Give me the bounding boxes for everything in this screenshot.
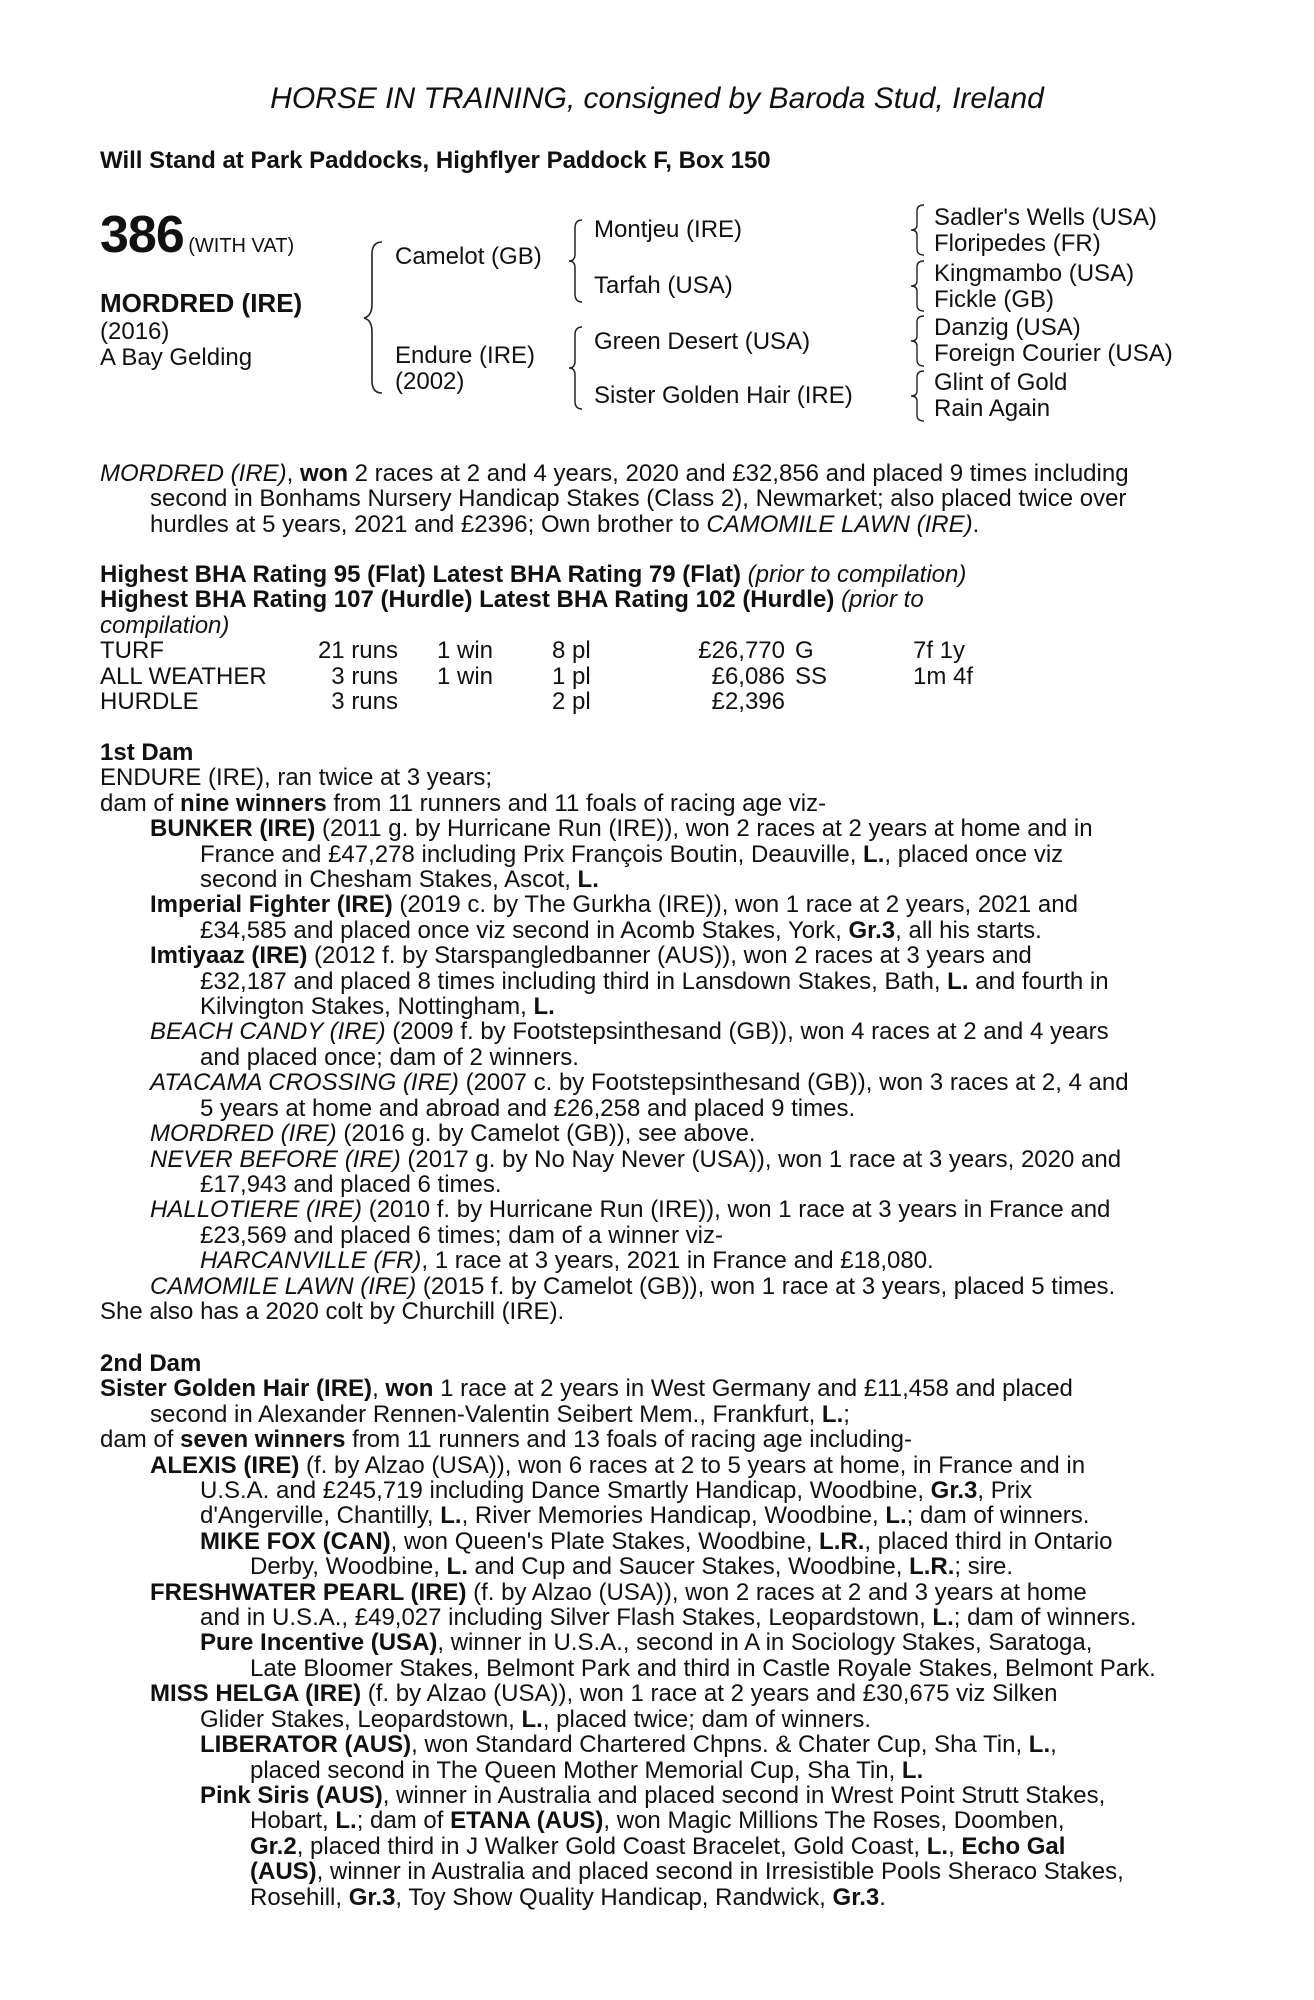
lot-number: 386 [100, 206, 184, 264]
horse-description: A Bay Gelding [100, 344, 253, 371]
consignor-title: HORSE IN TRAINING, consigned by Baroda Stud, Ireland [270, 82, 1044, 115]
dam-year: (2002) [395, 368, 465, 395]
flat-rating: Highest BHA Rating 95 (Flat) Latest BHA Rating 79 (Flat) [100, 561, 741, 588]
vat-note: (WITH VAT) [188, 235, 295, 257]
pedigree-brace-main [360, 240, 390, 395]
hurdle-rating: Highest BHA Rating 107 (Hurdle) Latest BHA Rating 102 (Hurdle) [100, 586, 835, 614]
horse-year: (2016) [100, 318, 170, 345]
produce-name: HARCANVILLE (FR) [200, 1247, 422, 1275]
dam-name: Endure (IRE) [395, 342, 536, 369]
sire-sire: Montjeu (IRE) [594, 216, 743, 243]
pedigree-brace-g78 [908, 369, 930, 423]
produce-name: ATACAMA CROSSING (IRE) [150, 1069, 459, 1097]
lot-header [100, 205, 294, 265]
produce-name: ALEXIS (IRE) [150, 1451, 300, 1479]
pedigree-brace-dam [566, 325, 588, 411]
second-dam-section: 2nd Dam Sister Golden Hair (IRE), won 1 race at 2 years in West Germany and £11,458 and placed second in Alexander Rennen-Valentin Seibert Mem., Frankfurt, L.; dam of seven winners from 11 runners and 13 foals of racing age including- ALEXIS (IRE) (f. by Alzao (USA)), won 6 races at 2 to 5 years at home, in France and in U.S.A. and £245,719 including Dance Smartly Handicap, Woodbine, Gr.3, Prix d'Angerville, Chantilly, L., River Memories Handicap, Woodbine, L.; dam of winners. MIKE FOX (CAN), won Queen's Plate Stakes, Woodbine, L.R., placed third in Ontario Derby, Woodbine, L. and Cup and Saucer Stakes, Woodbine, L.R.; sire. FRESHWATER PEARL (IRE) (f. by Alzao (USA)), won 2 races at 2 and 3 years at home and in U.S.A., £49,027 including Silver Flash Stakes, Leopardstown, L.; dam of winners. Pure Incentive (USA), winner in U.S.A., second in A in Sociology Stakes, Saratoga, Late Bloomer Stakes, Belmont Park and third in Castle Royale Stakes, Belmont Park. MISS HELGA (IRE) (f. by Alzao (USA)), won 1 race at 2 years and £30,675 viz Silken Glider Stakes, Leopardstown, L., placed twice; dam of winners. LIBERATOR (AUS), won Standard Chartered Chpns. & Chater Cup, Sha Tin, L., placed second in The Queen Mother Memorial Cup, Sha Tin, L. Pink Siris (AUS), winner in Australia and placed second in Wrest Point Strutt Stakes, Hobart, L.; dam of ETANA (AUS), won Magic Millions The Roses, Doomben, Gr.2, placed third in J Walker Gold Coast Bracelet, Gold Coast, L., Echo Gal (AUS), winner in Australia and placed second in Irresistible Pools Sheraco Stakes, Rosehill, Gr.3, Toy Show Quality Handicap, Randwick, Gr.3. [100, 1351, 1210, 1910]
sire-dam: Tarfah (USA) [594, 272, 733, 299]
produce-name: NEVER BEFORE (IRE) [150, 1145, 401, 1173]
first-dam-heading: 1st Dam [100, 739, 194, 766]
horse-name: MORDRED (IRE) [100, 288, 303, 318]
ancestor-6: Foreign Courier (USA) [934, 340, 1173, 367]
race-summary: MORDRED (IRE), won 2 races at 2 and 4 years, 2020 and £32,856 and placed 9 times including second in Bonhams Nursery Handicap Stakes (Class 2), Newmarket; also placed twice over hurdles at 5 years, 2021 and £2396; Own brother to CAMOMILE LAWN (IRE). [100, 460, 1129, 538]
bha-ratings: Highest BHA Rating 95 (Flat) Latest BHA Rating 79 (Flat) (prior to compilation) Highest BHA Rating 107 (Hurdle) Latest BHA Rating 102 (Hurdle) (prior to compilation) [100, 561, 967, 639]
dam-dam: Sister Golden Hair (IRE) [594, 382, 853, 409]
produce-name: Imperial Fighter (IRE) [150, 891, 393, 919]
pedigree-brace-g34 [908, 259, 930, 313]
pedigree-brace-g56 [908, 314, 930, 368]
produce-name: BEACH CANDY (IRE) [150, 1018, 386, 1046]
first-dam-section: 1st Dam ENDURE (IRE), ran twice at 3 years; dam of nine winners from 11 runners and 11 foals of racing age viz- BUNKER (IRE) (2011 g. by Hurricane Run (IRE)), won 2 races at 2 years at home and in France and £47,278 including Prix François Boutin, Deauville, L., placed once viz second in Chesham Stakes, Ascot, L. Imperial Fighter (IRE) (2019 c. by The Gurkha (IRE)), won 1 race at 2 years, 2021 and £34,585 and placed once viz second in Acomb Stakes, York, Gr.3, all his starts. Imtiyaaz (IRE) (2012 f. by Starspangledbanner (AUS)), won 2 races at 3 years and £32,187 and placed 8 times including third in Lansdown Stakes, Bath, L. and fourth in Kilvington Stakes, Nottingham, L. BEACH CANDY (IRE) (2009 f. by Footstepsinthesand (GB)), won 4 races at 2 and 4 years and placed once; dam of 2 winners. ATACAMA CROSSING (IRE) (2007 c. by Footstepsinthesand (GB)), won 3 races at 2, 4 and 5 years at home and abroad and £26,258 and placed 9 times. MORDRED (IRE) (2016 g. by Camelot (GB)), see above. NEVER BEFORE (IRE) (2017 g. by No Nay Never (USA)), won 1 race at 3 years, 2020 and £17,943 and placed 6 times. HALLOTIERE (IRE) (2010 f. by Hurricane Run (IRE)), won 1 race at 3 years in France and £23,569 and placed 6 times; dam of a winner viz- HARCANVILLE (FR), 1 race at 3 years, 2021 in France and £18,080. CAMOMILE LAWN (IRE) (2015 f. by Camelot (GB)), won 1 race at 3 years, placed 5 times. She also has a 2020 colt by Churchill (IRE). [100, 740, 1210, 1324]
ancestor-5: Danzig (USA) [934, 314, 1081, 341]
produce-name: CAMOMILE LAWN (IRE) [150, 1272, 417, 1300]
ancestor-2: Floripedes (FR) [934, 230, 1101, 257]
produce-name: MORDRED (IRE) [150, 1120, 337, 1148]
second-dam-heading: 2nd Dam [100, 1350, 202, 1377]
produce-name: FRESHWATER PEARL (IRE) [150, 1578, 467, 1606]
ancestor-8: Rain Again [934, 395, 1051, 422]
ancestor-7: Glint of Gold [934, 369, 1068, 396]
produce-name: BUNKER (IRE) [150, 815, 316, 843]
sire-name: Camelot (GB) [395, 243, 542, 270]
stand-location: Will Stand at Park Paddocks, Highflyer Paddock F, Box 150 [100, 147, 771, 174]
produce-name: Imtiyaaz (IRE) [150, 942, 308, 970]
ancestor-4: Fickle (GB) [934, 286, 1054, 313]
pedigree-brace-g12 [908, 203, 930, 257]
second-dam-name: Sister Golden Hair (IRE) [100, 1375, 373, 1403]
pedigree-brace-sire [566, 218, 588, 304]
ancestor-1: Sadler's Wells (USA) [934, 204, 1157, 231]
ancestor-3: Kingmambo (USA) [934, 260, 1135, 287]
summary-horse-name: MORDRED (IRE) [100, 460, 287, 487]
produce-name: Pink Siris (AUS) [200, 1781, 383, 1809]
produce-name: Pure Incentive (USA) [200, 1629, 438, 1657]
produce-name: MIKE FOX (CAN) [200, 1527, 391, 1555]
produce-name: HALLOTIERE (IRE) [150, 1196, 363, 1224]
dam-sire: Green Desert (USA) [594, 328, 811, 355]
produce-name: LIBERATOR (AUS) [200, 1731, 412, 1759]
produce-name: MISS HELGA (IRE) [150, 1680, 362, 1708]
catalogue-page: HORSE IN TRAINING, consigned by Baroda Stud, Ireland Will Stand at Park Paddocks, Highflyer Paddock F, Box 150 386 (WITH VAT) MORDRED (IRE) (2016) A Bay Gelding Camelot (GB) Endure (IRE) (2002) Montjeu (IRE) Tarfah (USA) Green Desert (USA) Sister Golden Hair (IRE) Sadler's Wells (USA) Floripedes (FR) Kingmambo (USA) Fickle (GB) Danzig (USA) Foreign Courier (USA) Glint of Gold Rain Again MORDRED (IRE), won 2 races at 2 and 4 years, 2020 and £32,856 and placed 9 times including second in Bonhams Nursery Handicap Stakes (Class 2), Newmarket; also placed twice over hurdles at 5 years, 2021 and £2396; Own brother to CAMOMILE LAWN (IRE). Highest BHA Rating 95 (Flat) Latest BHA Rating 79 (Flat) (prior to compilation) Highest BHA Rating 107 (Hurdle) Latest BHA Rating 102 (Hurdle) (prior to compilation) TURF 21 runs 1 win 8 pl £26,770 G 7f 1y ALL WEATHER 3 runs 1 win 1 pl £6,086 SS 1m 4f HURDLE 3 runs 2 pl £2,396 1st Dam ENDURE (IRE), ran twice at 3 years; dam of nine winners from 11 runners and 11 foals of racing age viz- BUNKER (IRE) (2011 g. by Hurricane Run (IRE)), won 2 races at 2 years at home and in France and £47,278 including Prix François Boutin, Deauville, L., placed once viz second in Chesham Stakes, Ascot, L. Imperial Fighter (IRE) (2019 c. by The Gurkha (IRE)), won 1 race at 2 years, 2021 and £34,585 and placed once viz second in Acomb Stakes, York, Gr.3, all his starts. Imtiyaaz (IRE) (2012 f. by Starspangledbanner (AUS)), won 2 races at 3 years and £32,187 and placed 8 times including third in Lansdown Stakes, Bath, L. and fourth in Kilvington Stakes, Nottingham, L. BEACH CANDY (IRE) (2009 f. by Footstepsinthesand (GB)), won 4 races at 2 and 4 years and placed once; dam of 2 winners. ATACAMA CROSSING (IRE) (2007 c. by Footstepsinthesand (GB)), won 3 races at 2, 4 and 5 years at home and abroad and £26,258 and placed 9 times. MORDRED (IRE) (2016 g. by Camelot (GB)), see above. NEVER BEFORE (IRE) (2017 g. by No Nay Never (USA)), won 1 race at 3 years, 2020 and £17,943 and placed 6 times. HALLOTIERE (IRE) (2010 f. by Hurricane Run (IRE)), won 1 race at 3 years in France and £23,569 and placed 6 times; dam of a winner viz- HARCANVILLE (FR), 1 race at 3 years, 2021 in France and £18,080. CAMOMILE LAWN (IRE) (2015 f. by Camelot (GB)), won 1 race at 3 years, placed 5 times. She also has a 2020 colt by Churchill (IRE). 2nd Dam Sister Golden Hair (IRE), won 1 race at 2 years in West Germany and £11,458 and placed second in Alexander Rennen-Valentin Seibert Mem., Frankfurt, L.; dam of seven winners from 11 runners and 13 foals of racing age including- ALEXIS (IRE) (f. by Alzao (USA)), won 6 races at 2 to 5 years at home, in France and in U.S.A. and £245,719 including Dance Smartly Handicap, Woodbine, Gr.3, Prix d'Angerville, Chantilly, L., River Memories Handicap, Woodbine, L.; dam of winners. MIKE FOX (CAN), won Queen's Plate Stakes, Woodbine, L.R., placed third in Ontario Derby, Woodbine, L. and Cup and Saucer Stakes, Woodbine, L.R.; sire. FRESHWATER PEARL (IRE) (f. by Alzao (USA)), won 2 races at 2 and 3 years at home and in U.S.A., £49,027 including Silver Flash Stakes, Leopardstown, L.; dam of winners. Pure Incentive (USA), winner in U.S.A., second in A in Sociology Stakes, Saratoga, Late Bloomer Stakes, Belmont Park and third in Castle Royale Stakes, Belmont Park. MISS HELGA (IRE) (f. by Alzao (USA)), won 1 race at 2 years and £30,675 viz Silken Glider Stakes, Leopardstown, L., placed twice; dam of winners. LIBERATOR (AUS), won Standard Chartered Chpns. & Chater Cup, Sha Tin, L., placed second in The Queen Mother Memorial Cup, Sha Tin, L. Pink Siris (AUS), winner in Australia and placed second in Wrest Point Strutt Stakes, Hobart, L.; dam of ETANA (AUS), won Magic Millions The Roses, Doomben, Gr.2, placed third in J Walker Gold Coast Bracelet, Gold Coast, L., Echo Gal (AUS), winner in Australia and placed second in Irresistible Pools Sheraco Stakes, Rosehill, Gr.3, Toy Show Quality Handicap, Randwick, Gr.3. [0, 0, 1314, 2000]
